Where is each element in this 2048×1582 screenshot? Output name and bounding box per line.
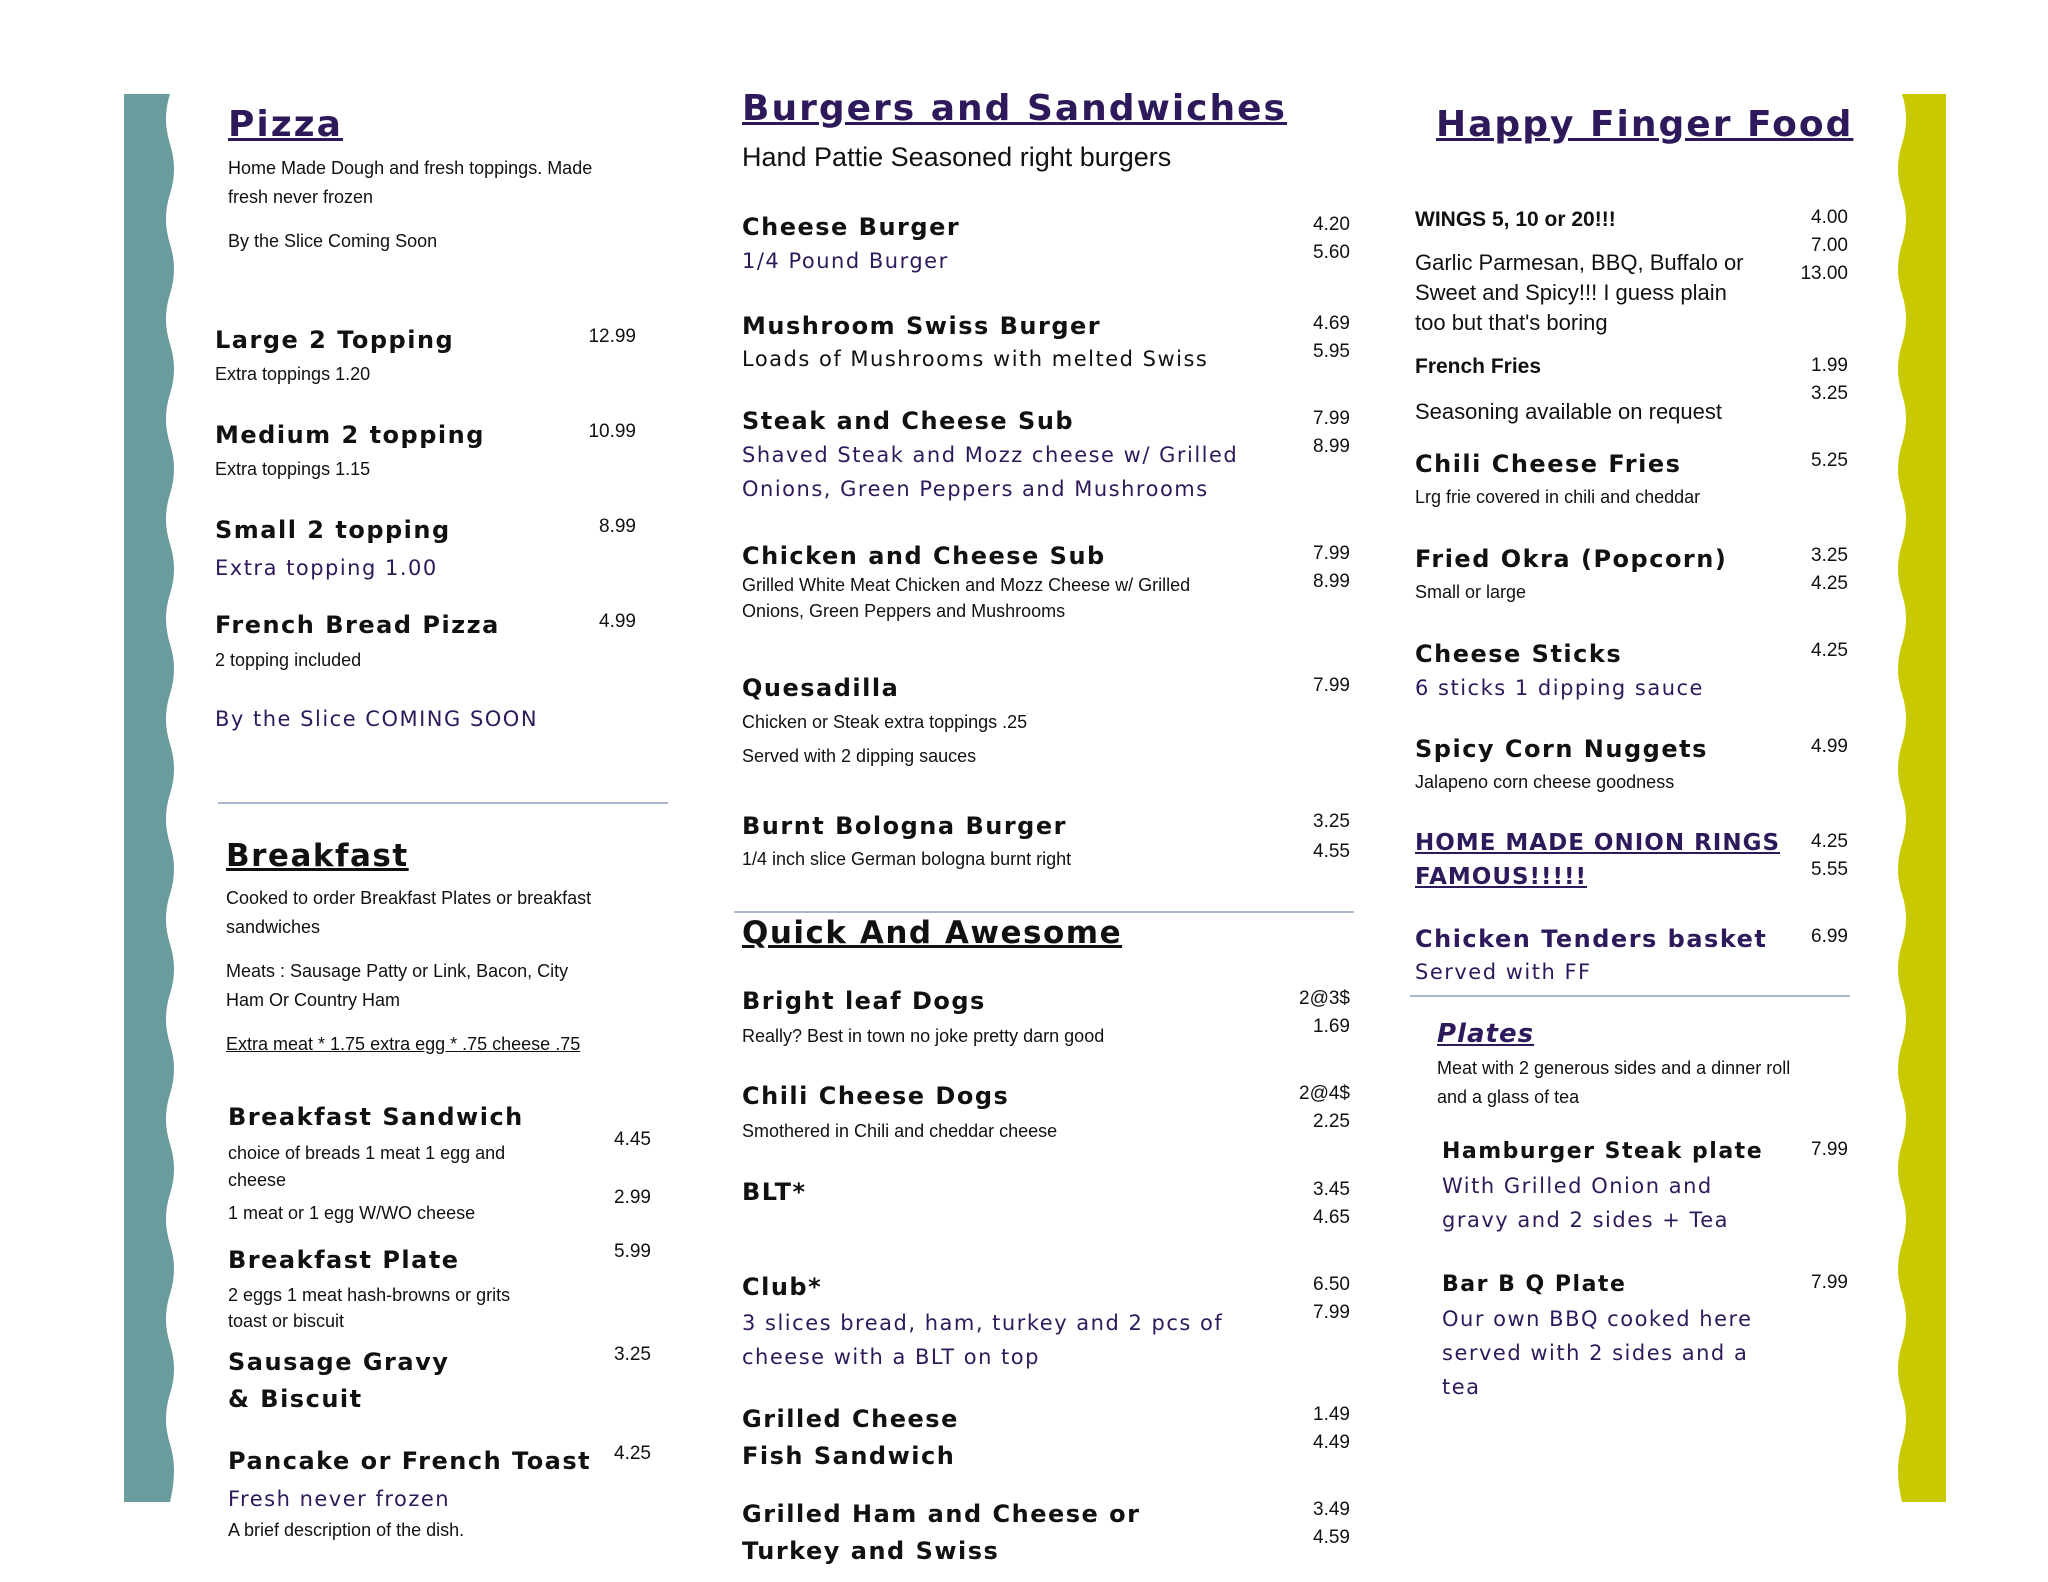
breakfast-intro-line2: sandwiches	[226, 917, 321, 937]
menu-item-name: Spicy Corn Nuggets	[1415, 735, 1708, 763]
menu-item-name: Sausage Gravy	[228, 1348, 450, 1376]
left-wavy-band	[124, 94, 174, 1502]
menu-item-desc: Served with 2 dipping sauces	[742, 746, 977, 766]
menu-item-name: Chicken Tenders basket	[1415, 925, 1768, 953]
menu-item-name: French Bread Pizza	[215, 611, 500, 639]
menu-item-name: BLT*	[742, 1178, 807, 1206]
coming-soon-note: By the Slice COMING SOON	[215, 707, 539, 731]
menu-item-price: 12.99	[588, 326, 636, 347]
menu-item-price: 3.45	[1313, 1179, 1350, 1200]
menu-item-price: 3.25	[1811, 383, 1848, 404]
menu-item-name: Medium 2 topping	[215, 421, 485, 449]
pizza-note: By the Slice Coming Soon	[228, 231, 438, 251]
menu-item-desc: Seasoning available on request	[1415, 399, 1723, 424]
menu-item-desc: Extra toppings 1.20	[215, 364, 371, 384]
menu-item-desc: Small or large	[1415, 582, 1527, 602]
menu-item-name: Chili Cheese Fries	[1415, 450, 1682, 478]
menu-item-desc: Jalapeno corn cheese goodness	[1415, 772, 1675, 792]
menu-item-price: 4.55	[1313, 841, 1350, 862]
menu-item-price: 6.99	[1811, 926, 1848, 947]
menu-item-desc: 1 meat or 1 egg W/WO cheese	[228, 1203, 476, 1223]
menu-item-desc: Our own BBQ cooked here	[1442, 1307, 1753, 1331]
menu-item-price: 4.25	[1811, 573, 1848, 594]
menu-item-price: 5.25	[1811, 450, 1848, 471]
menu-item-desc: Grilled White Meat Chicken and Mozz Cheese w/ Grilled	[742, 575, 1191, 595]
menu-item-desc: gravy and 2 sides + Tea	[1442, 1208, 1730, 1232]
menu-item-price: 8.99	[1313, 436, 1350, 457]
pizza-title: Pizza	[228, 104, 343, 145]
breakfast-extras: Extra meat * 1.75 extra egg * .75 cheese .75	[226, 1034, 581, 1054]
plates-intro-line1: Meat with 2 generous sides and a dinner roll	[1437, 1058, 1791, 1078]
menu-item-desc: cheese	[228, 1170, 287, 1190]
menu-item-price: 4.20	[1313, 214, 1350, 235]
menu-item-price: 4.49	[1313, 1432, 1350, 1453]
menu-item-desc: A brief description of the dish.	[228, 1520, 465, 1540]
menu-item-desc: Shaved Steak and Mozz cheese w/ Grilled	[742, 443, 1239, 467]
menu-item-price: 2@4$	[1299, 1083, 1350, 1104]
menu-item-price: 5.60	[1313, 242, 1350, 263]
menu-item-desc: Sweet and Spicy!!! I guess plain	[1415, 280, 1727, 305]
menu-item-price: 7.99	[1811, 1139, 1848, 1160]
breakfast-meats-line1: Meats : Sausage Patty or Link, Bacon, City	[226, 961, 569, 981]
menu-item-price: 8.99	[599, 516, 636, 537]
menu-item-price: 5.95	[1313, 341, 1350, 362]
menu-item-price: 7.99	[1313, 543, 1350, 564]
section-divider	[218, 802, 668, 804]
menu-item-desc: 3 slices bread, ham, turkey and 2 pcs of	[742, 1311, 1224, 1335]
menu-item-name: Chili Cheese Dogs	[742, 1082, 1010, 1110]
plates-intro-line2: and a glass of tea	[1437, 1087, 1580, 1107]
menu-item-price: 6.50	[1313, 1274, 1350, 1295]
section-divider	[1410, 995, 1850, 997]
menu-item-desc: Onions, Green Peppers and Mushrooms	[742, 477, 1209, 501]
menu-item-price: 4.99	[1811, 736, 1848, 757]
menu-item-price: 10.99	[588, 421, 636, 442]
menu-item-desc: tea	[1442, 1375, 1481, 1399]
quick-title: Quick And Awesome	[742, 915, 1123, 951]
burgers-title: Burgers and Sandwiches	[742, 88, 1287, 129]
menu-item-price: 4.00	[1811, 207, 1848, 228]
menu-item-price: 3.25	[1313, 811, 1350, 832]
menu-item-name: Fried Okra (Popcorn)	[1415, 545, 1728, 573]
right-wavy-band	[1898, 94, 1948, 1502]
menu-item-name: Cheese Burger	[742, 213, 961, 241]
menu-item-price: 2.25	[1313, 1111, 1350, 1132]
breakfast-meats-line2: Ham Or Country Ham	[226, 990, 401, 1010]
menu-item-name: Burnt Bologna Burger	[742, 812, 1067, 840]
plates-title: Plates	[1437, 1019, 1535, 1049]
menu-item-price: 4.99	[599, 611, 636, 632]
menu-item-desc: served with 2 sides and a	[1442, 1341, 1749, 1365]
menu-item-desc: Loads of Mushrooms with melted Swiss	[742, 347, 1209, 371]
menu-item-price: 3.25	[614, 1344, 651, 1365]
menu-item-price: 13.00	[1800, 263, 1848, 284]
menu-item-desc: Extra toppings 1.15	[215, 459, 371, 479]
menu-item-name: FAMOUS!!!!!	[1415, 864, 1587, 890]
menu-item-price: 2@3$	[1299, 988, 1350, 1009]
menu-item-price: 7.00	[1811, 235, 1848, 256]
menu-item-name: Hamburger Steak plate	[1442, 1139, 1764, 1164]
menu-item-price: 4.25	[614, 1443, 651, 1464]
menu-item-desc: toast or biscuit	[228, 1311, 345, 1331]
menu-item-desc: Fresh never frozen	[228, 1487, 451, 1511]
menu-item-price: 1.49	[1313, 1404, 1350, 1425]
menu-item-name: & Biscuit	[228, 1385, 363, 1413]
menu-item-name: Fish Sandwich	[742, 1442, 956, 1470]
menu-item-desc: Served with FF	[1415, 960, 1592, 984]
menu-item-price: 1.69	[1313, 1016, 1350, 1037]
menu-item-name: French Fries	[1415, 355, 1542, 378]
menu-item-price: 1.99	[1811, 355, 1848, 376]
menu-item-price: 4.45	[614, 1129, 651, 1150]
menu-item-price: 4.25	[1811, 831, 1848, 852]
section-divider	[734, 911, 1354, 913]
menu-item-price: 4.59	[1313, 1527, 1350, 1548]
breakfast-title: Breakfast	[226, 838, 409, 874]
menu-item-desc: 1/4 inch slice German bologna burnt right	[742, 849, 1072, 869]
menu-item-name: Club*	[742, 1273, 823, 1301]
menu-item-desc: 6 sticks 1 dipping sauce	[1415, 676, 1704, 700]
menu-item-name: Turkey and Swiss	[742, 1537, 1000, 1565]
menu-item-desc: 2 topping included	[215, 650, 362, 670]
menu-item-desc: choice of breads 1 meat 1 egg and	[228, 1143, 506, 1163]
finger-food-title: Happy Finger Food	[1436, 104, 1854, 145]
menu-item-name: Breakfast Sandwich	[228, 1103, 524, 1131]
menu-item-name: Large 2 Topping	[215, 326, 455, 354]
menu-item-name: Quesadilla	[742, 674, 900, 702]
menu-item-price: 4.25	[1811, 640, 1848, 661]
menu-item-price: 7.99	[1313, 675, 1350, 696]
menu-item-name: Steak and Cheese Sub	[742, 407, 1075, 435]
menu-item-desc: Extra topping 1.00	[215, 556, 438, 580]
menu-item-name: HOME MADE ONION RINGS	[1415, 830, 1781, 856]
menu-item-name: Breakfast Plate	[228, 1246, 460, 1274]
menu-item-name: Small 2 topping	[215, 516, 451, 544]
menu-item-desc: 2 eggs 1 meat hash-browns or grits	[228, 1285, 511, 1305]
menu-item-desc: With Grilled Onion and	[1442, 1174, 1713, 1198]
burgers-subtitle: Hand Pattie Seasoned right burgers	[742, 142, 1172, 172]
menu-item-name: Pancake or French Toast	[228, 1447, 592, 1475]
menu-item-name: Bright leaf Dogs	[742, 987, 986, 1015]
menu-item-price: 2.99	[614, 1187, 651, 1208]
menu-item-price: 3.25	[1811, 545, 1848, 566]
menu-item-price: 7.99	[1811, 1272, 1848, 1293]
menu-item-desc: Garlic Parmesan, BBQ, Buffalo or	[1415, 250, 1744, 275]
menu-item-price: 5.99	[614, 1241, 651, 1262]
menu-item-price: 4.65	[1313, 1207, 1350, 1228]
menu-item-desc: Really? Best in town no joke pretty darn good	[742, 1026, 1105, 1046]
menu-item-name: Bar B Q Plate	[1442, 1272, 1627, 1297]
menu-item-desc: Chicken or Steak extra toppings .25	[742, 712, 1028, 732]
menu-item-price: 7.99	[1313, 408, 1350, 429]
menu-item-name: Mushroom Swiss Burger	[742, 312, 1102, 340]
menu-item-desc: cheese with a BLT on top	[742, 1345, 1040, 1369]
pizza-intro-line2: fresh never frozen	[228, 187, 374, 207]
menu-item-price: 7.99	[1313, 1302, 1350, 1323]
menu-item-desc: too but that's boring	[1415, 310, 1608, 335]
menu-item-desc: Lrg frie covered in chili and cheddar	[1415, 487, 1701, 507]
breakfast-intro-line1: Cooked to order Breakfast Plates or breakfast	[226, 888, 592, 908]
menu-item-name: Grilled Ham and Cheese or	[742, 1500, 1141, 1528]
menu-item-name: Chicken and Cheese Sub	[742, 542, 1106, 570]
menu-item-price: 3.49	[1313, 1499, 1350, 1520]
menu-item-desc: Smothered in Chili and cheddar cheese	[742, 1121, 1058, 1141]
menu-item-desc: Onions, Green Peppers and Mushrooms	[742, 601, 1066, 621]
pizza-intro-line1: Home Made Dough and fresh toppings. Made	[228, 158, 593, 178]
menu-item-price: 4.69	[1313, 313, 1350, 334]
menu-item-desc: 1/4 Pound Burger	[742, 249, 949, 273]
menu-item-price: 5.55	[1811, 859, 1848, 880]
menu-item-name: Cheese Sticks	[1415, 640, 1623, 668]
menu-item-name: Grilled Cheese	[742, 1405, 959, 1433]
menu-item-name: WINGS 5, 10 or 20!!!	[1415, 208, 1616, 231]
menu-item-price: 8.99	[1313, 571, 1350, 592]
